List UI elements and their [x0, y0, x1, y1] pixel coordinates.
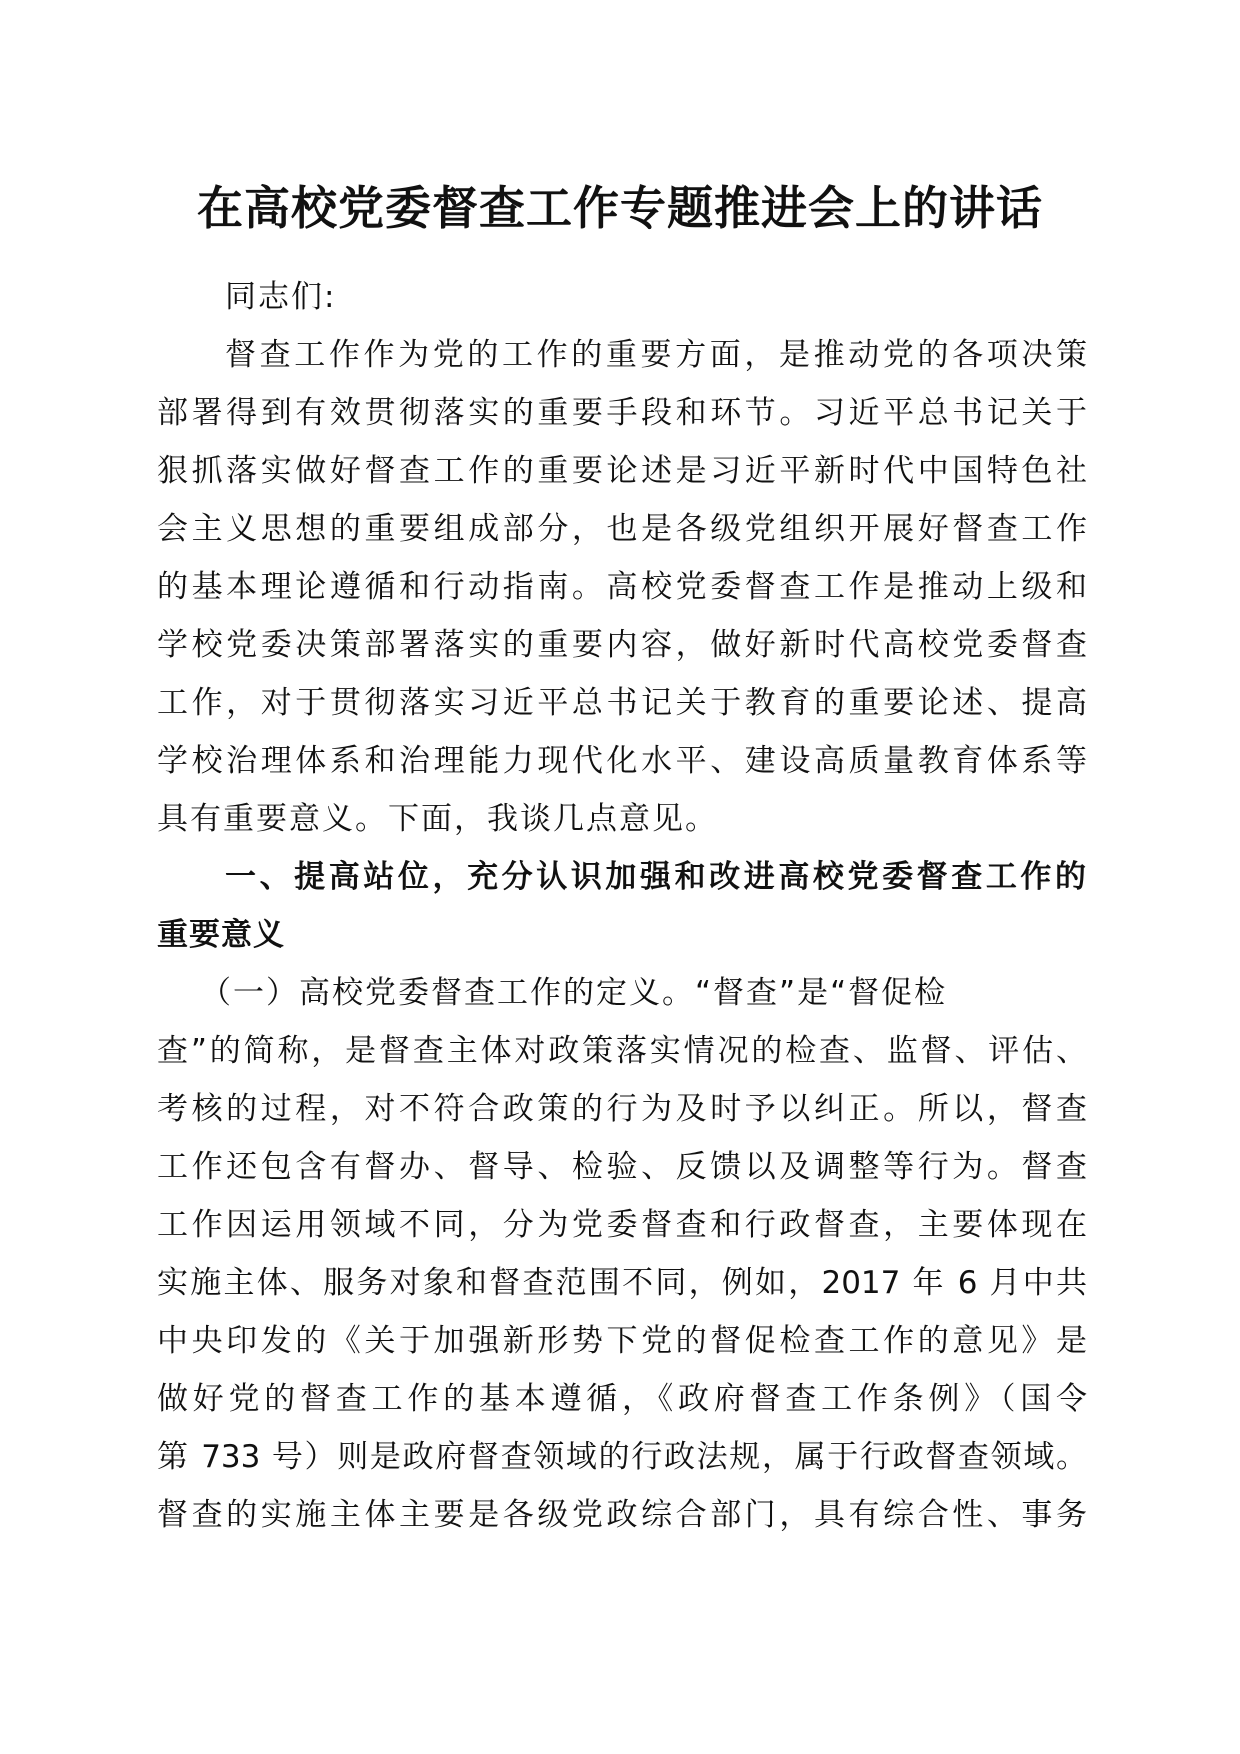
paragraph-line: 具有重要意义。下面，我谈几点意见。: [157, 801, 718, 837]
paragraph-line: 督查的实施主体主要是各级党政综合部门，具有综合性、事务: [157, 1497, 1087, 1533]
paragraph-line: 工作，对于贯彻落实习近平总书记关于教育的重要论述、提高: [157, 685, 1087, 721]
paragraph-line: 查”的简称，是督查主体对政策落实情况的检查、监督、评估、: [157, 1033, 1087, 1069]
paragraph-line: 工作因运用领域不同，分为党委督查和行政督查，主要体现在: [157, 1207, 1087, 1243]
paragraph-line: 学校治理体系和治理能力现代化水平、建设高质量教育体系等: [157, 743, 1087, 779]
paragraph-line: 做好党的督查工作的基本遵循，《政府督查工作条例》（国令: [157, 1381, 1087, 1417]
paragraph-line: 的基本理论遵循和行动指南。高校党委督查工作是推动上级和: [157, 569, 1087, 605]
paragraph-line: 会主义思想的重要组成部分，也是各级党组织开展好督查工作: [157, 511, 1087, 547]
paragraph-line: 狠抓落实做好督查工作的重要论述是习近平新时代中国特色社: [157, 453, 1087, 489]
paragraph-line: 第 733 号）则是政府督查领域的行政法规，属于行政督查领域。: [157, 1439, 1087, 1475]
paragraph-line: 实施主体、服务对象和督查范围不同，例如，2017 年 6 月中共: [157, 1265, 1087, 1301]
paragraph-line: （一）高校党委督查工作的定义。“督查”是“督促检: [200, 975, 948, 1011]
section-heading: 重要意义: [157, 917, 285, 953]
paragraph-line: 考核的过程，对不符合政策的行为及时予以纠正。所以，督查: [157, 1091, 1087, 1127]
paragraph-line: 学校党委决策部署落实的重要内容，做好新时代高校党委督查: [157, 627, 1087, 663]
paragraph-line: 督查工作作为党的工作的重要方面，是推动党的各项决策: [225, 337, 1087, 373]
paragraph-line: 中央印发的《关于加强新形势下党的督促检查工作的意见》是: [157, 1323, 1087, 1359]
paragraph-line: 工作还包含有督办、督导、检验、反馈以及调整等行为。督查: [157, 1149, 1087, 1185]
document-title: 在高校党委督查工作专题推进会上的讲话: [197, 181, 1043, 235]
salutation: 同志们:: [225, 279, 337, 315]
paragraph-line: 部署得到有效贯彻落实的重要手段和环节。习近平总书记关于: [157, 395, 1087, 431]
section-heading: 一、提高站位，充分认识加强和改进高校党委督查工作的: [225, 859, 1087, 895]
